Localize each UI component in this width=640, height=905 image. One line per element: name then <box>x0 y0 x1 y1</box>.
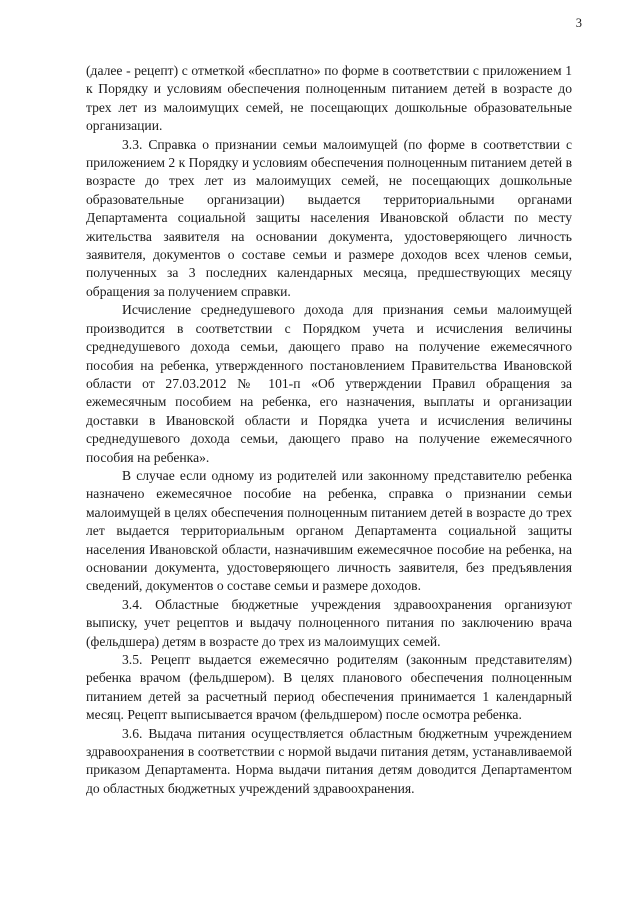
paragraph-continuation: (далее - рецепт) с отметкой «бесплатно» по форме в соответствии с приложением 1 к Порядку и условиям обеспечения полноценным питанием детей в возрасте до трех лет из малоимущих семей, не посещающих дошкольные образовательные организации. <box>86 63 572 134</box>
paragraph-3-3: 3.3. Справка о признании семьи малоимущей (по форме в соответствии с приложением 2 к Порядку и условиям обеспечения полноценным питанием детей в возрасте до трех лет из малоимущих семей, не посещающих дошкольные образовательные организации) выдается территориальными органами Департамента социальной защиты населения Ивановской области по месту жительства заявителя на основании документа, удостоверяющего личность заявителя, документов о составе семьи и размере доходов всех членов семьи, полученных за 3 последних календарных месяца, предшествующих месяцу обращения за получением справки. <box>86 136 572 299</box>
paragraph-monthly-allowance-case: В случае если одному из родителей или законному представителю ребенка назначено ежемесячное пособие на ребенка, справка о признании семьи малоимущей в целях обеспечения полноценным питанием детей в возрасте до трех лет выдается территориальным органом Департамента социальной защиты населения Ивановской области, назначившим ежемесячное пособие на ребенка, на основании документа, удостоверяющего личность заявителя, без предъявления сведений, документов о составе семьи и размере доходов. <box>86 467 572 594</box>
document-body <box>86 62 572 798</box>
paragraph-3-4: 3.4. Областные бюджетные учреждения здравоохранения организуют выписку, учет рецептов и выдачу полноценного питания по заключению врача (фельдшера) детям в возрасте до трех из малоимущих семей. <box>86 596 572 649</box>
paragraph-3-5: 3.5. Рецепт выдается ежемесячно родителям (законным представителям) ребенка врачом (фельдшером). В целях планового обеспечения полноценным питанием детей за расчетный период обеспечения принимается 1 календарный месяц. Рецепт выписывается врачом (фельдшером) после осмотра ребенка. <box>86 652 572 723</box>
paragraph-3-6: 3.6. Выдача питания осуществляется областным бюджетным учреждением здравоохранения в соответствии с нормой выдачи питания детям, устанавливаемой приказом Департамента. Норма выдачи питания детям доводится Департаментом до областных бюджетных учреждений здравоохранения. <box>86 725 572 796</box>
page-number: 3 <box>575 16 582 30</box>
paragraph-income-calculation: Исчисление среднедушевого дохода для признания семьи малоимущей производится в соответствии с Порядком учета и исчисления величины среднедушевого дохода семьи, дающего право на получение ежемесячного пособия на ребенка, утвержденного постановлением Правительства Ивановской области от 27.03.2012 № 101-п «Об утверждении Правил обращения за ежемесячным пособием на ребенка, его назначения, выплаты и организации доставки в Ивановской области и Порядка учета и исчисления величины среднедушевого дохода семьи, дающего право на получение ежемесячного пособия на ребенка». <box>86 302 572 465</box>
